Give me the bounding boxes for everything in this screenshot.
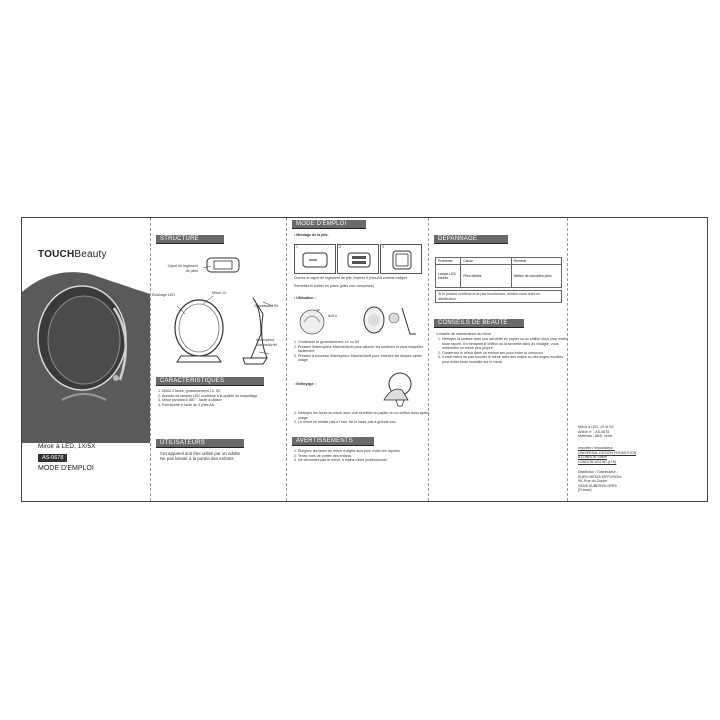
users-line: Ne pas laisser à la portée des enfants <box>160 456 234 462</box>
clean-list <box>290 411 430 425</box>
model-badge: AS-0678 <box>38 454 67 462</box>
warnings-list <box>290 449 430 463</box>
use-label-1x: 1x <box>316 308 320 312</box>
product-name: Miroir à LED, 1X/5X <box>38 443 96 450</box>
list-item: 2. Tenez hors de portée des enfants <box>298 454 430 459</box>
characteristics-list <box>154 389 286 407</box>
structure-panel <box>150 218 286 501</box>
cover-mode-title: MODE D'EMPLOI <box>38 465 94 472</box>
battery-compartment-icon <box>295 245 335 273</box>
advice-heading: CONSEILS DE BEAUTÉ <box>434 319 524 328</box>
battery-insert-icon <box>338 245 378 273</box>
list-item: 2. Le miroir ne résiste pas à l'eau. Ne le lavez pas à grande eau <box>298 420 430 425</box>
distributor-line: (France) <box>578 488 592 493</box>
list-item: 3. Pressez à nouveau l'interrupteur Marche/Arrêt pour éteindre les lampes après usage <box>298 354 430 363</box>
usage-illustrations <box>294 304 424 338</box>
importer-block <box>578 446 704 464</box>
importer-title: Importer / Importateur : <box>578 446 615 450</box>
importer-line: UNIVERSAL DESIGN PROMOTION <box>578 450 637 455</box>
table-header-cell: Problème <box>436 258 461 265</box>
label-battery-cover: Capot de logement de piles <box>167 264 198 273</box>
usage-panel <box>286 218 428 501</box>
battery-title: • Montage de la pile: <box>294 233 329 237</box>
list-item: 1. Nettoyez la surface avec une serviette en papier ou un chiffon doux pour éviter toute rayure. En trempant le chiffon ou la serviette dans du vinaigre, vous obtiendrez un miroir plus propre <box>442 337 570 351</box>
troubleshooting-panel <box>428 218 567 501</box>
step-number: 3 <box>382 245 384 249</box>
table-row <box>436 265 562 288</box>
cover-panel <box>22 218 150 501</box>
distributor-block <box>578 470 704 493</box>
list-item: 3. Ne démontez pas le miroir, à moins d'être professionnel <box>298 458 430 463</box>
distributor-line: EURO MEDIA DIFFUSION <box>578 474 621 479</box>
list-item: 1. Nettoyez les faces du miroir avec une serviette en papier ou un chiffon doux après usage <box>298 411 430 420</box>
product-specs <box>578 425 704 439</box>
list-item: 4. Fonctionne à l'aide de 3 piles AA <box>162 403 286 408</box>
spec-line: Article n° : AS-0678 <box>578 429 610 434</box>
list-item: 1. Choisissez le grossissement 1X ou 5X <box>298 340 430 345</box>
label-switch: Interrupteur Marche/Arrêt <box>256 338 277 347</box>
back-panel <box>567 218 707 501</box>
distributor-line: Distributor / Distributeur : <box>578 470 618 474</box>
battery-text-2: Remettez le boîtier en place (piles non comprises) <box>294 284 374 288</box>
use-label-5x: 5x/1X <box>328 314 338 318</box>
step-number: 2 <box>339 245 341 249</box>
cover-mirror-image <box>22 268 150 443</box>
battery-text-1: Ouvrez le capot de logement de pile, insérez 3 piles AA comme indiqué <box>294 276 408 280</box>
cleaning-illustration <box>378 370 418 408</box>
label-mirror-5x: Grossissant 5X <box>254 304 279 308</box>
list-item: 2. Pressez l'interrupteur Marche/Arrêt pour allumer les lumières et vous maquiller facilement <box>298 345 430 354</box>
users-heading: UTILISATEURS <box>156 439 244 448</box>
battery-step-1 <box>294 244 336 274</box>
usage-heading: MODE D'EMPLOI <box>292 220 366 229</box>
advice-list <box>434 337 570 365</box>
spec-line: Miroir à LED, 1X et 5X <box>578 425 614 429</box>
users-text <box>160 451 280 462</box>
label-led-lighting: Éclairage LED <box>152 293 175 297</box>
importer-line: 8 LONDON Street <box>578 455 607 460</box>
distributor-line: 93300 AUBERVILLIERS <box>578 483 617 488</box>
brand-bold: TOUCH <box>38 249 75 260</box>
label-mirror-1x: Miroir 1X <box>212 291 227 295</box>
importer-line: LONDON W21HR (U.K) <box>578 459 617 464</box>
brand-light: Beauty <box>74 249 107 260</box>
brand-logo <box>38 249 107 260</box>
table-header-cell: Remède <box>511 258 561 265</box>
leaflet-sheet <box>21 217 708 502</box>
list-item: 1. Éloignez les faces du miroir d'objets durs pour éviter les rayures <box>298 449 430 454</box>
use-list <box>290 340 430 363</box>
troubleshooting-note: Si le produit continue à ne pas fonctionner, rendez-vous chez un distributeur. <box>435 290 562 303</box>
users-line: Cet appareil doit être utilisé par un adulte <box>160 451 241 456</box>
advice-intro: Conseils de maintenance du miroir <box>436 332 492 336</box>
step-number: 1 <box>296 245 298 249</box>
list-item: 2. Anneau de lampes LED contribue à la qualité du maquillage <box>162 394 286 399</box>
battery-step-3 <box>380 244 422 274</box>
clean-title: • Nettoyage : <box>294 382 316 386</box>
table-cell: Mettez de nouvelles piles <box>511 265 561 288</box>
spec-line: Matériau : ABS, verre <box>578 434 613 439</box>
table-header-row <box>436 258 562 265</box>
list-item: 3. Il vaut mieux ne pas toucher le miroir avec des mains ou des linges mouillés pour éviter toute humidité sur le miroir <box>442 355 570 364</box>
table-cell: Piles faibles <box>461 265 511 288</box>
battery-step-2 <box>337 244 379 274</box>
troubleshooting-table <box>435 257 562 288</box>
use-title: • Utilisation : <box>294 296 316 300</box>
distributor-line: 95, Rue du Goulet <box>578 479 608 484</box>
list-item: 1. Miroir 2 faces, grossissement 1X, 5X <box>162 389 286 394</box>
structure-heading: STRUCTURE <box>156 235 224 244</box>
list-item: 3. Miroir pivotant à 360 °, facile à utiliser <box>162 398 286 403</box>
table-header-cell: Cause <box>461 258 511 265</box>
battery-cover-closed-icon <box>381 245 421 273</box>
warnings-heading: AVERTISSEMENTS <box>292 437 374 446</box>
list-item: 2. Conservez le miroir dans un endroit sec pour éviter la corrosion <box>442 351 570 356</box>
troubleshooting-heading: DÉPANNAGE <box>434 235 508 244</box>
characteristics-heading: CARACTÉRISTIQUES <box>156 377 264 386</box>
table-cell: Lampe LED éteinte <box>436 265 461 288</box>
